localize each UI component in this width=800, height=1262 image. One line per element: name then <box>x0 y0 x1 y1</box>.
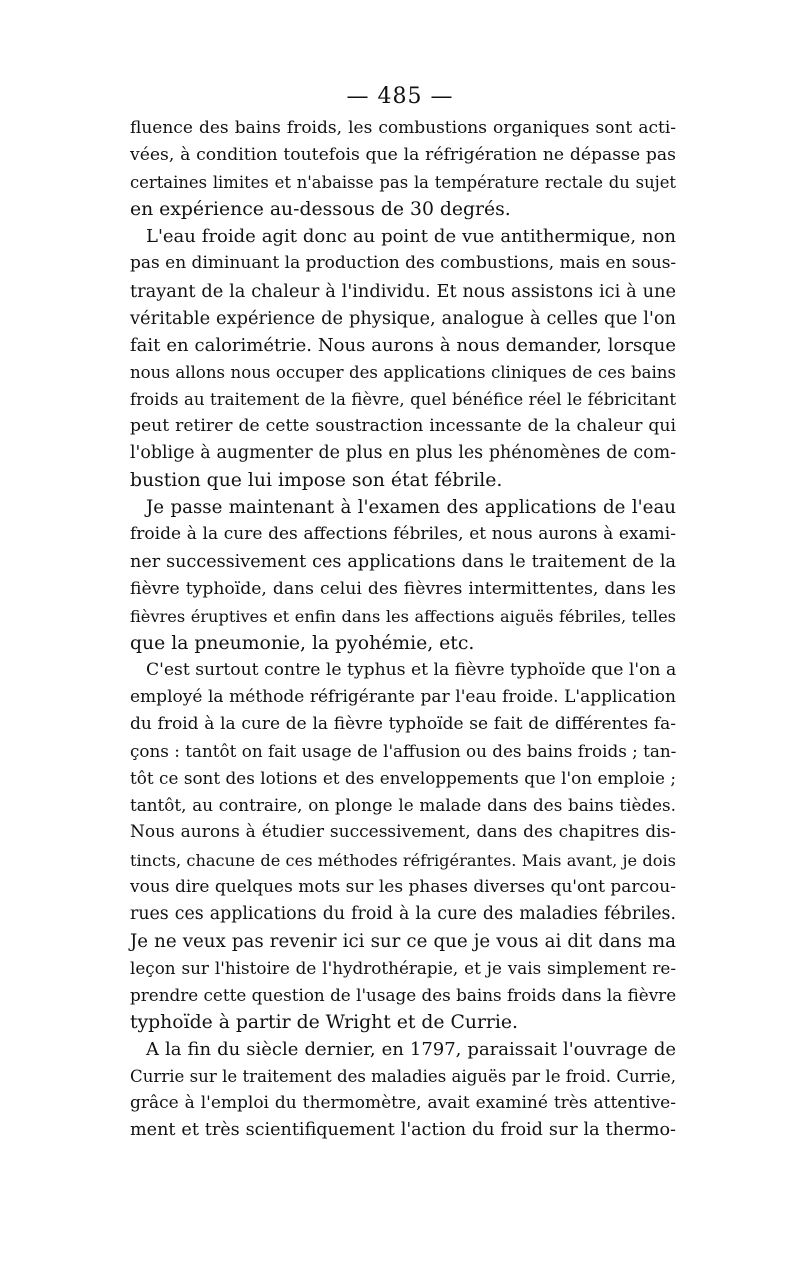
text-line: fièvre typhoïde, dans celui des fièvres intermittentes, dans les <box>130 578 676 599</box>
text-line: L'eau froide agit donc au point de vue antithermique, non <box>146 226 676 248</box>
text-line: peut retirer de cette soustraction incessante de la chaleur qui <box>130 416 676 437</box>
text-line: froide à la cure des affections fébriles, et nous aurons à exami- <box>130 524 676 545</box>
text-line: vées, à condition toutefois que la réfrigération ne dépasse pas <box>130 145 676 166</box>
text-line: grâce à l'emploi du thermomètre, avait examiné très attentive- <box>130 1093 676 1114</box>
text-line: trayant de la chaleur à l'individu. Et nous assistons ici à une <box>130 280 676 302</box>
text-line: tincts, chacune de ces méthodes réfrigérantes. Mais avant, je dois <box>130 850 676 870</box>
body-text <box>130 115 676 1145</box>
text-line: ner successivement ces applications dans le traitement de la <box>130 551 676 572</box>
text-line: rues ces applications du froid à la cure des maladies fébriles. <box>130 903 676 924</box>
text-line: en expérience au-dessous de 30 degrés. <box>130 199 511 221</box>
text-line: du froid à la cure de la fièvre typhoïde se fait de différentes fa- <box>130 714 676 735</box>
text-line: prendre cette question de l'usage des bains froids dans la fièvre <box>130 985 677 1005</box>
text-line: C'est surtout contre le typhus et la fièvre typhoïde que l'on a <box>146 659 677 680</box>
text-line: froids au traitement de la fièvre, quel bénéfice réel le fébricitant <box>130 389 676 409</box>
text-line: Nous aurons à étudier successivement, dans des chapitres dis- <box>130 822 676 843</box>
text-line: l'oblige à augmenter de plus en plus les phénomènes de com- <box>130 443 676 464</box>
text-line: leçon sur l'histoire de l'hydrothérapie, et je vais simplement re- <box>130 957 676 978</box>
text-line: ment et très scientifiquement l'action du froid sur la thermo- <box>130 1120 676 1141</box>
text-line: tôt ce sont des lotions et des enveloppements que l'on emploie ; <box>130 768 676 789</box>
text-line: fluence des bains froids, les combustions organiques sont acti- <box>130 118 676 138</box>
text-line: tantôt, au contraire, on plonge le malade dans des bains tièdes. <box>130 795 676 816</box>
text-line: bustion que lui impose son état fébrile. <box>130 470 503 492</box>
text-line: vous dire quelques mots sur les phases diverses qu'ont parcou- <box>130 876 676 897</box>
text-line: çons : tantôt on fait usage de l'affusion ou des bains froids ; tan- <box>130 741 677 762</box>
text-line: que la pneumonie, la pyohémie, etc. <box>130 632 475 654</box>
page-number: — 485 — <box>346 84 454 109</box>
text-line: nous allons nous occuper des applications cliniques de ces bains <box>130 362 676 382</box>
text-line: Je passe maintenant à l'examen des applications de l'eau <box>146 497 676 519</box>
text-line: A la fin du siècle dernier, en 1797, paraissait l'ouvrage de <box>146 1039 676 1061</box>
text-line: typhoïde à partir de Wright et de Currie. <box>130 1012 519 1034</box>
text-line: Je ne veux pas revenir ici sur ce que je vous ai dit dans ma <box>130 930 676 952</box>
text-line: pas en diminuant la production des combustions, mais en sous- <box>130 253 677 274</box>
text-line: véritable expérience de physique, analogue à celles que l'on <box>130 307 676 329</box>
text-line: fait en calorimétrie. Nous aurons à nous demander, lorsque <box>130 334 676 356</box>
text-line: Currie sur le traitement des maladies aiguës par le froid. Currie, <box>130 1067 676 1087</box>
text-line: certaines limites et n'abaisse pas la température rectale du sujet <box>130 173 676 193</box>
text-line: employé la méthode réfrigérante par l'eau froide. L'application <box>130 686 676 707</box>
text-line: fièvres éruptives et enfin dans les affections aiguës fébriles, telles <box>130 606 676 626</box>
